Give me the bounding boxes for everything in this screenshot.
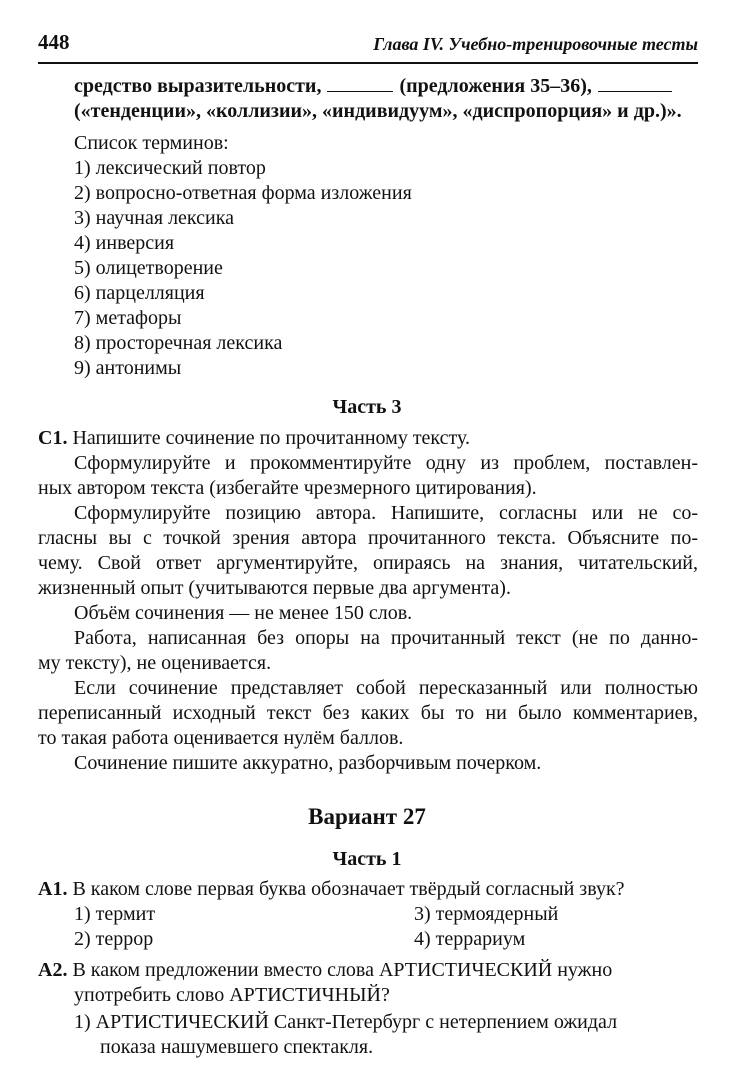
term-item: 3) научная лексика — [74, 207, 235, 229]
a1-option-2: 2) террор — [74, 928, 154, 950]
task-c1 — [38, 426, 470, 451]
c1-paragraph-line: гласны вы с точкой зрения автора прочитанного текста. Объясните по- — [38, 527, 698, 549]
term-item: 2) вопросно-ответная форма изложения — [74, 182, 412, 204]
question-a2 — [38, 958, 698, 983]
page-header — [38, 30, 698, 64]
a1-option-4: 4) террариум — [414, 928, 526, 950]
intro-line-2: («тенденции», «коллизии», «индивидуум», «диспропорция» и др.)». — [74, 100, 682, 122]
term-item: 9) антонимы — [74, 357, 182, 379]
term-item: 8) просторечная лексика — [74, 332, 283, 354]
c1-paragraph-line: жизненный опыт (учитываются первые два аргумента). — [38, 577, 511, 599]
c1-paragraph-line: Сочинение пишите аккуратно, разборчивым почерком. — [74, 752, 542, 774]
question-a2-text-line2: употребить слово АРТИСТИЧНЫЙ? — [74, 984, 390, 1006]
c1-paragraph-line: ных автором текста (избегайте чрезмерного цитирования). — [38, 477, 537, 499]
a2-option-1-line2: показа нашумевшего спектакля. — [100, 1036, 374, 1058]
a1-options-row-1 — [74, 902, 674, 927]
header-rule — [38, 62, 698, 64]
intro-line-1: средство выразительности, (предложения 35–36), — [74, 74, 678, 99]
task-c1-text: Напишите сочинение по прочитанному тексту. — [72, 427, 471, 449]
c1-paragraph-line: переписанный исходный текст без каких бы то ни было комментариев, — [38, 702, 698, 724]
term-item: 6) парцелляция — [74, 282, 205, 304]
task-c1-label: С1. — [38, 427, 68, 449]
term-item: 1) лексический повтор — [74, 157, 266, 179]
a1-option-3: 3) термоядерный — [414, 903, 559, 925]
c1-paragraph-line: Объём сочинения — не менее 150 слов. — [74, 602, 413, 624]
question-a1 — [38, 877, 625, 902]
page-number: 448 — [38, 30, 70, 54]
term-item: 4) инверсия — [74, 232, 175, 254]
question-a1-label: А1. — [38, 878, 68, 900]
part3-heading: Часть 3 — [332, 396, 402, 418]
running-head: Глава IV. Учебно-тренировочные тесты — [373, 34, 698, 54]
c1-paragraph-line: то такая работа оценивается нулём баллов. — [38, 727, 404, 749]
answer-blank-1 — [327, 75, 393, 92]
question-a2-label: А2. — [38, 959, 68, 981]
a1-options-row-2 — [74, 927, 674, 952]
terms-title: Список терминов: — [74, 132, 229, 154]
a2-option-1-line1: 1) АРТИСТИЧЕСКИЙ Санкт-Петербург с нетерпением ожидал — [74, 1011, 618, 1033]
c1-paragraph-line: чему. Свой ответ аргументируйте, опираясь на знания, читательский, — [38, 552, 698, 574]
question-a1-text: В каком слове первая буква обозначает твёрдый согласный звук? — [72, 878, 625, 900]
question-a2-text-line1: В каком предложении вместо слова АРТИСТИЧЕСКИЙ нужно — [72, 959, 613, 981]
c1-paragraph-line: Сформулируйте позицию автора. Напишите, согласны или не со- — [74, 502, 698, 524]
variant-heading: Вариант 27 — [308, 804, 426, 829]
c1-paragraph-line: Если сочинение представляет собой пересказанный или полностью — [74, 677, 698, 699]
term-item: 5) олицетворение — [74, 257, 223, 279]
a1-option-1: 1) термит — [74, 903, 156, 925]
term-item: 7) метафоры — [74, 307, 182, 329]
answer-blank-2 — [598, 75, 672, 92]
c1-paragraph-line: Сформулируйте и прокомментируйте одну из проблем, поставлен- — [74, 452, 698, 474]
part1-heading: Часть 1 — [332, 848, 402, 870]
c1-paragraph-line: му тексту), не оценивается. — [38, 652, 272, 674]
c1-paragraph-line: Работа, написанная без опоры на прочитанный текст (не по данно- — [74, 627, 698, 649]
